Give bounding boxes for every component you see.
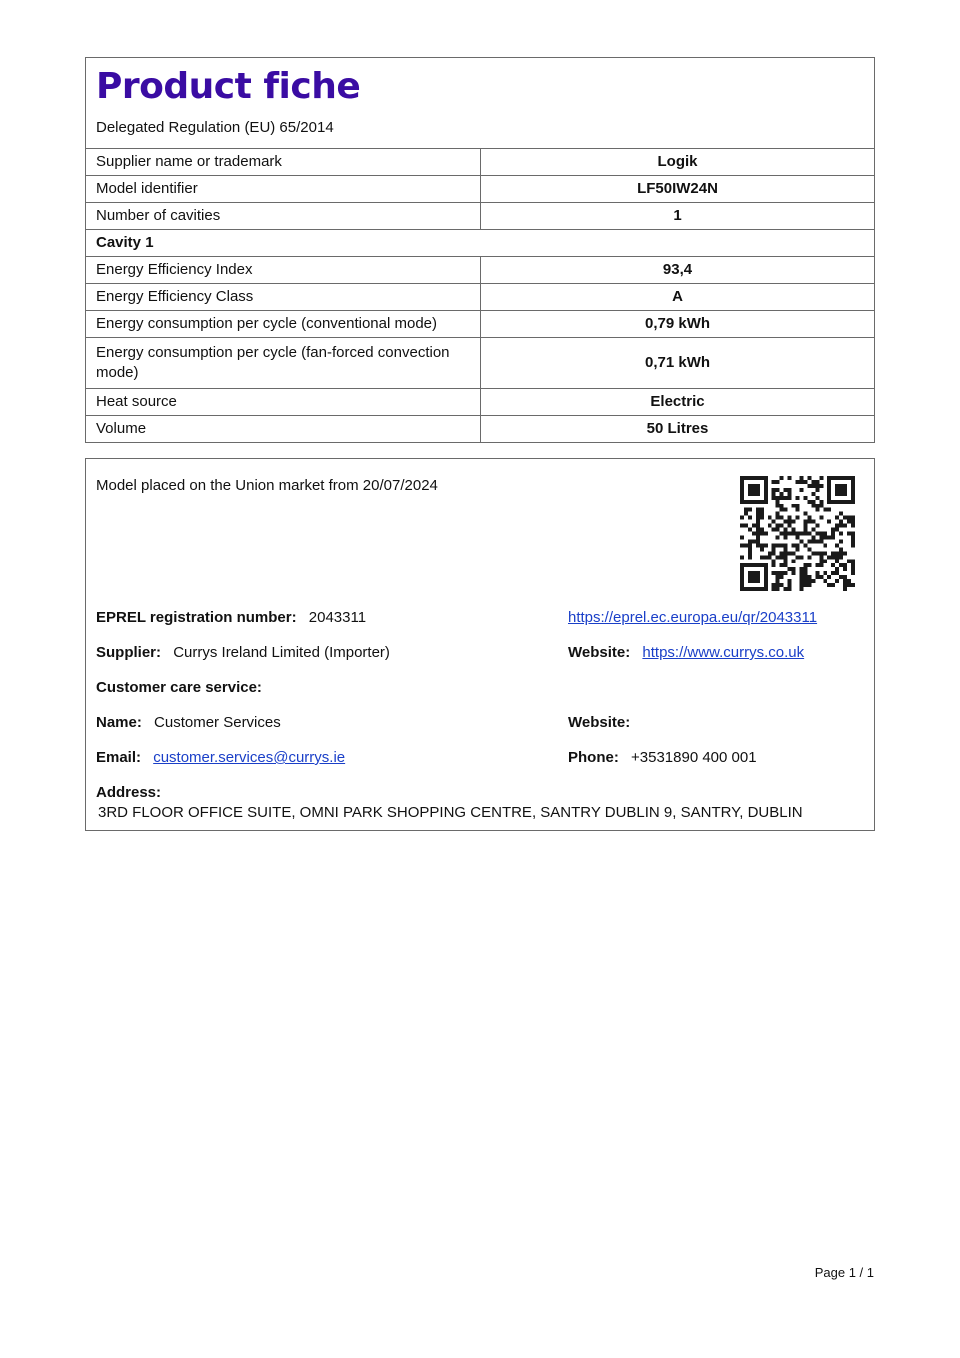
spec-value: 0,79 kWh	[481, 311, 875, 338]
name-label: Name:	[96, 714, 142, 731]
eprel-number: 2043311	[308, 609, 367, 626]
spec-label: Energy Efficiency Index	[86, 257, 481, 284]
market-date-text: Model placed on the Union market from 20/07/2024	[96, 477, 438, 494]
spec-label: Energy consumption per cycle (conventional mode)	[86, 311, 481, 338]
spec-row	[86, 149, 875, 176]
address-label-row	[96, 783, 169, 803]
email-row	[96, 748, 345, 768]
spec-label: Volume	[86, 416, 481, 443]
address-value: 3RD FLOOR OFFICE SUITE, OMNI PARK SHOPPING CENTRE, SANTRY DUBLIN 9, SANTRY, DUBLIN	[98, 804, 803, 821]
spec-row	[86, 284, 875, 311]
spec-row	[86, 311, 875, 338]
spec-row	[86, 338, 875, 389]
section-heading: Cavity 1	[86, 230, 875, 257]
care-name-row	[96, 713, 281, 733]
spec-label: Energy consumption per cycle (fan-forced convection mode)	[86, 338, 481, 389]
spec-value: 1	[481, 203, 875, 230]
eprel-row	[96, 608, 366, 628]
page-number: Page 1 / 1	[814, 1265, 874, 1280]
eprel-url-row	[568, 608, 817, 628]
spec-row	[86, 257, 875, 284]
page-title: Product fiche	[96, 66, 361, 107]
spec-label: Supplier name or trademark	[86, 149, 481, 176]
spec-row	[86, 176, 875, 203]
spec-value: LF50IW24N	[481, 176, 875, 203]
spec-row	[86, 389, 875, 416]
info-panel	[85, 458, 875, 831]
supplier-website-row	[568, 643, 804, 663]
address-label: Address:	[96, 784, 162, 801]
website-label: Website:	[568, 644, 631, 661]
fiche-header	[85, 57, 875, 148]
spec-row	[86, 203, 875, 230]
spec-label: Energy Efficiency Class	[86, 284, 481, 311]
name-value: Customer Services	[154, 714, 281, 731]
eprel-link[interactable]: https://eprel.ec.europa.eu/qr/2043311	[568, 609, 818, 626]
spec-value: 0,71 kWh	[481, 338, 875, 389]
eprel-label: EPREL registration number:	[96, 609, 297, 626]
regulation-reference: Delegated Regulation (EU) 65/2014	[96, 119, 334, 136]
spec-label: Number of cavities	[86, 203, 481, 230]
spec-label: Model identifier	[86, 176, 481, 203]
spec-value: 50 Litres	[481, 416, 875, 443]
spec-value: A	[481, 284, 875, 311]
spec-table	[85, 148, 875, 443]
supplier-label: Supplier:	[96, 644, 162, 661]
supplier-row	[96, 643, 390, 663]
phone-row	[568, 748, 757, 768]
spec-value: Logik	[481, 149, 875, 176]
email-link[interactable]: customer.services@currys.ie	[153, 749, 346, 766]
care-website-row	[568, 713, 638, 733]
qr-code-icon[interactable]	[740, 476, 855, 591]
spec-row	[86, 416, 875, 443]
supplier-value: Currys Ireland Limited (Importer)	[173, 644, 390, 661]
spec-row	[86, 230, 875, 257]
product-fiche-sheet	[85, 57, 875, 831]
email-label: Email:	[96, 749, 142, 766]
care-website-label: Website:	[568, 714, 631, 731]
spec-value: 93,4	[481, 257, 875, 284]
spec-value: Electric	[481, 389, 875, 416]
phone-value: +3531890 400 001	[631, 749, 757, 766]
customer-care-label: Customer care service:	[96, 679, 262, 696]
phone-label: Phone:	[568, 749, 619, 766]
website-link[interactable]: https://www.currys.co.uk	[642, 644, 805, 661]
spec-label: Heat source	[86, 389, 481, 416]
customer-care-row	[96, 678, 270, 698]
